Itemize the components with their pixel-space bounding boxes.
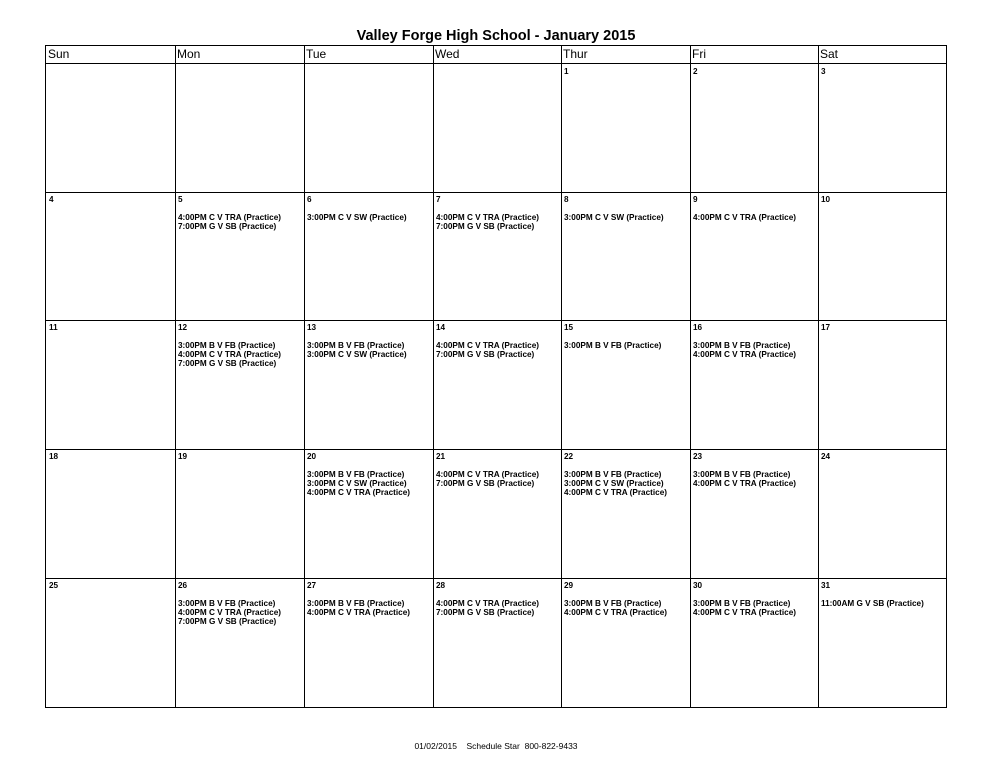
- calendar-day-cell: [305, 450, 433, 578]
- date-number: 14: [436, 323, 446, 332]
- day-header-row: [46, 46, 946, 64]
- date-number: 30: [693, 581, 703, 590]
- calendar-day-cell: [434, 579, 561, 707]
- calendar-day-cell: [434, 193, 561, 320]
- date-number: 26: [178, 581, 188, 590]
- calendar-day-cell: [691, 65, 818, 192]
- event-entry: 3:00PM B V FB (Practice): [307, 599, 405, 608]
- date-number: 25: [49, 581, 59, 590]
- calendar-day-cell: [305, 321, 433, 449]
- day-header-tue: Tue: [306, 47, 327, 61]
- event-entry: 3:00PM B V FB (Practice): [693, 341, 791, 350]
- date-number: 24: [821, 452, 831, 461]
- calendar-day-cell: [562, 193, 690, 320]
- event-entry: 3:00PM B V FB (Practice): [178, 599, 276, 608]
- event-entry: 4:00PM C V TRA (Practice): [307, 608, 410, 617]
- event-entry: 7:00PM G V SB (Practice): [436, 608, 535, 617]
- calendar-grid: [45, 45, 947, 708]
- day-header-mon: Mon: [177, 47, 201, 61]
- event-entry: 4:00PM C V TRA (Practice): [436, 213, 539, 222]
- date-number: 9: [693, 195, 698, 204]
- calendar-day-cell: [176, 193, 304, 320]
- calendar-day-cell: [47, 450, 175, 578]
- event-entry: 4:00PM C V TRA (Practice): [693, 350, 796, 359]
- calendar-day-cell: [176, 321, 304, 449]
- calendar-day-cell: [691, 321, 818, 449]
- event-entry: 3:00PM B V FB (Practice): [564, 599, 662, 608]
- footer: [0, 741, 992, 751]
- calendar-day-cell: [176, 65, 304, 192]
- row-divider: [46, 578, 946, 579]
- date-number: 21: [436, 452, 446, 461]
- calendar-day-cell: [562, 321, 690, 449]
- row-divider: [46, 320, 946, 321]
- column-divider: [690, 46, 691, 707]
- calendar-day-cell: [819, 65, 946, 192]
- event-entry: 3:00PM B V FB (Practice): [693, 599, 791, 608]
- event-entry: 7:00PM G V SB (Practice): [178, 359, 277, 368]
- calendar-day-cell: [819, 321, 946, 449]
- event-entry: 7:00PM G V SB (Practice): [178, 617, 277, 626]
- calendar-day-cell: [819, 193, 946, 320]
- calendar-day-cell: [562, 450, 690, 578]
- calendar-day-cell: [47, 193, 175, 320]
- calendar-day-cell: [819, 450, 946, 578]
- column-divider: [175, 46, 176, 707]
- date-number: 1: [564, 67, 569, 76]
- event-entry: 4:00PM C V TRA (Practice): [693, 479, 796, 488]
- calendar-day-cell: [691, 579, 818, 707]
- event-entry: 3:00PM B V FB (Practice): [307, 341, 405, 350]
- event-entry: 7:00PM G V SB (Practice): [436, 479, 535, 488]
- calendar-day-cell: [434, 450, 561, 578]
- event-entry: 4:00PM C V TRA (Practice): [564, 608, 667, 617]
- date-number: 2: [693, 67, 698, 76]
- date-number: 7: [436, 195, 441, 204]
- column-divider: [561, 46, 562, 707]
- calendar-day-cell: [176, 579, 304, 707]
- event-entry: 11:00AM G V SB (Practice): [821, 599, 924, 608]
- date-number: 27: [307, 581, 317, 590]
- day-header-sat: Sat: [820, 47, 839, 61]
- event-entry: 4:00PM C V TRA (Practice): [307, 488, 410, 497]
- date-number: 28: [436, 581, 446, 590]
- page-title: Valley Forge High School - January 2015: [356, 28, 636, 44]
- event-entry: 4:00PM C V TRA (Practice): [436, 341, 539, 350]
- date-number: 22: [564, 452, 574, 461]
- event-entry: 3:00PM C V SW (Practice): [307, 479, 407, 488]
- event-entry: 4:00PM C V TRA (Practice): [693, 213, 796, 222]
- date-number: 16: [693, 323, 703, 332]
- date-number: 29: [564, 581, 574, 590]
- calendar-day-cell: [47, 65, 175, 192]
- event-entry: 4:00PM C V TRA (Practice): [564, 488, 667, 497]
- date-number: 18: [49, 452, 59, 461]
- date-number: 15: [564, 323, 574, 332]
- calendar-day-cell: [305, 193, 433, 320]
- calendar-day-cell: [819, 579, 946, 707]
- calendar-day-cell: [47, 579, 175, 707]
- date-number: 4: [49, 195, 54, 204]
- date-number: 12: [178, 323, 188, 332]
- date-number: 17: [821, 323, 831, 332]
- date-number: 13: [307, 323, 317, 332]
- event-entry: 4:00PM C V TRA (Practice): [178, 213, 281, 222]
- event-entry: 3:00PM B V FB (Practice): [178, 341, 276, 350]
- date-number: 3: [821, 67, 826, 76]
- date-number: 8: [564, 195, 569, 204]
- footer-vendor: Schedule Star: [466, 741, 520, 751]
- date-number: 20: [307, 452, 317, 461]
- date-number: 11: [49, 323, 58, 332]
- row-divider: [46, 192, 946, 193]
- date-number: 6: [307, 195, 312, 204]
- column-divider: [818, 46, 819, 707]
- event-entry: 3:00PM B V FB (Practice): [564, 341, 662, 350]
- date-number: 5: [178, 195, 183, 204]
- day-header-thur: Thur: [563, 47, 588, 61]
- column-divider: [304, 46, 305, 707]
- date-number: 19: [178, 452, 188, 461]
- calendar-day-cell: [305, 65, 433, 192]
- event-entry: 4:00PM C V TRA (Practice): [178, 608, 281, 617]
- column-divider: [433, 46, 434, 707]
- event-entry: 3:00PM B V FB (Practice): [307, 470, 405, 479]
- event-entry: 4:00PM C V TRA (Practice): [436, 599, 539, 608]
- event-entry: 3:00PM C V SW (Practice): [307, 350, 407, 359]
- day-header-sun: Sun: [48, 47, 70, 61]
- row-divider: [46, 449, 946, 450]
- calendar-day-cell: [176, 450, 304, 578]
- calendar-day-cell: [47, 321, 175, 449]
- date-number: 23: [693, 452, 703, 461]
- footer-phone: 800-822-9433: [524, 741, 578, 751]
- calendar-day-cell: [305, 579, 433, 707]
- event-entry: 4:00PM C V TRA (Practice): [178, 350, 281, 359]
- event-entry: 3:00PM C V SW (Practice): [307, 213, 407, 222]
- calendar-day-cell: [691, 193, 818, 320]
- event-entry: 3:00PM C V SW (Practice): [564, 479, 664, 488]
- event-entry: 7:00PM G V SB (Practice): [436, 222, 535, 231]
- day-header-fri: Fri: [692, 47, 706, 61]
- event-entry: 7:00PM G V SB (Practice): [436, 350, 535, 359]
- event-entry: 3:00PM B V FB (Practice): [693, 470, 791, 479]
- event-entry: 3:00PM C V SW (Practice): [564, 213, 664, 222]
- event-entry: 4:00PM C V TRA (Practice): [693, 608, 796, 617]
- calendar-day-cell: [691, 450, 818, 578]
- calendar-day-cell: [562, 65, 690, 192]
- calendar-day-cell: [434, 321, 561, 449]
- calendar-day-cell: [562, 579, 690, 707]
- date-number: 10: [821, 195, 831, 204]
- event-entry: 7:00PM G V SB (Practice): [178, 222, 277, 231]
- footer-date: 01/02/2015: [414, 741, 457, 751]
- calendar-day-cell: [434, 65, 561, 192]
- day-header-wed: Wed: [435, 47, 460, 61]
- event-entry: 4:00PM C V TRA (Practice): [436, 470, 539, 479]
- event-entry: 3:00PM B V FB (Practice): [564, 470, 662, 479]
- date-number: 31: [821, 581, 831, 590]
